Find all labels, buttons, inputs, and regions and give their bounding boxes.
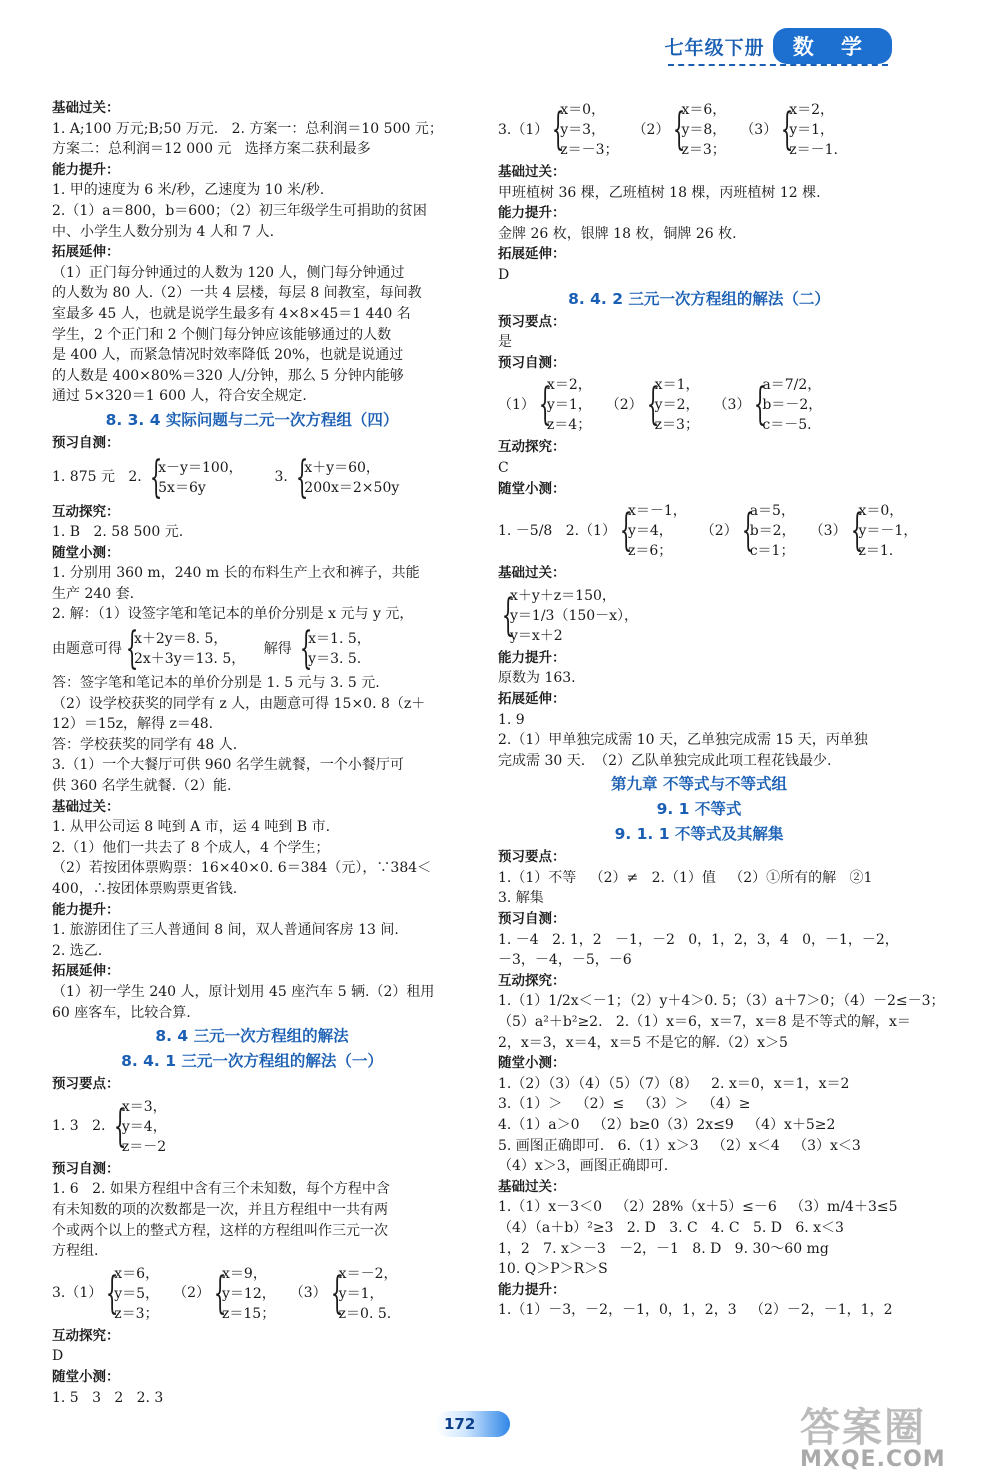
answer-line: D xyxy=(52,1348,64,1365)
equation-system xyxy=(327,1264,398,1324)
answer-line: （1）正门每分钟通过的人数为 120 人，侧门每分钟通过 xyxy=(52,264,405,281)
answer-prefix: （2） xyxy=(605,397,643,414)
equation-rows xyxy=(222,1264,276,1324)
equation-system xyxy=(102,1264,159,1324)
answer-line: 1. －4 2. 1，2 －1，－2 0，1，2，3，4 0，－1，－2， xyxy=(498,931,899,948)
equation-line: x＝0， xyxy=(858,503,904,520)
answer-prefix: （3） xyxy=(289,1285,327,1302)
section-label: 基础过关： xyxy=(52,798,120,815)
answer-line: 方程组. xyxy=(52,1243,99,1260)
answer-line: 个或两个以上的整式方程，这样的方程组叫作三元一次 xyxy=(52,1222,388,1239)
answer-line: C xyxy=(498,459,509,476)
equation-answer xyxy=(498,375,900,435)
equation-line: x＋y＝60， xyxy=(304,459,380,476)
watermark-text: 答案圈 xyxy=(800,1405,926,1451)
equation-line: z＝－2 xyxy=(121,1138,167,1155)
equation-line: c＝1； xyxy=(749,543,795,560)
section-label: 能力提升： xyxy=(498,649,566,666)
answer-line: 3.（1）＞ （2）≤ （3）＞ （4）≥ xyxy=(498,1096,751,1113)
section-heading: 8. 4. 1 三元一次方程组的解法（一） xyxy=(121,1052,383,1071)
equation-line: x＝2， xyxy=(546,377,592,394)
section-label: 基础过关： xyxy=(52,100,120,116)
equation-system xyxy=(122,623,246,675)
grade-label: 七年级下册 xyxy=(664,36,765,59)
equation-rows xyxy=(681,100,726,160)
answer-line: 答：签字笔和笔记本的单价分别是 1. 5 元与 3. 5 元. xyxy=(52,675,380,692)
equation-line: y＝1， xyxy=(546,397,592,414)
equation-line: z＝15； xyxy=(222,1305,276,1322)
page-number: 172 xyxy=(436,1411,510,1437)
equation-answer xyxy=(52,451,452,503)
section-label: 能力提升： xyxy=(52,161,120,178)
answer-line: 10. Q＞P＞R＞S xyxy=(498,1261,608,1278)
section-label: 随堂小测： xyxy=(498,1055,566,1072)
answer-line: 1，2 7. x＞－3 －2，－1 8. D 9. 30～60 mg xyxy=(498,1240,829,1257)
answer-prefix: 由题意可得 xyxy=(52,640,122,657)
equation-line: y＝4， xyxy=(627,523,673,540)
answer-line: 有未知数的项的次数都是一次，并且方程组中一共有两 xyxy=(52,1201,388,1218)
equation-system xyxy=(738,501,796,561)
brace-icon: { xyxy=(850,505,863,557)
answer-prefix: （2） xyxy=(700,522,738,539)
brace-icon: { xyxy=(538,379,552,431)
answer-line: 5. 画图正确即可. 6.（1）x＞3 （2）x＜4 （3）x＜3 xyxy=(498,1137,861,1154)
answer-prefix: （2） xyxy=(173,1285,211,1302)
answer-line: 2.（1）他们一共去了 8 个成人，4 个学生； xyxy=(52,839,330,856)
equation-line: x＝－2， xyxy=(338,1265,398,1282)
equation-line: z＝3； xyxy=(114,1305,159,1322)
equation-system xyxy=(498,586,638,646)
equation-rows xyxy=(122,1097,167,1157)
answer-line: 1. 9 xyxy=(498,711,525,728)
equation-line: x＝1， xyxy=(654,377,700,394)
section-label: 互动探究： xyxy=(52,503,120,520)
equation-rows xyxy=(510,586,638,646)
answer-line: 金牌 26 枚，银牌 18 枚，铜牌 26 枚. xyxy=(498,225,737,242)
equation-rows xyxy=(308,629,371,669)
equation-answer xyxy=(52,1097,452,1157)
equation-line: x＋2y＝8. 5， xyxy=(134,631,228,648)
equation-rows xyxy=(134,629,245,669)
section-label: 互动探究： xyxy=(498,439,566,456)
equation-line: x－y＝100， xyxy=(158,459,243,476)
equation-rows xyxy=(789,100,838,160)
equation-line: b＝－2， xyxy=(762,397,823,414)
answer-line: 1. 5 3 2 2. 3 xyxy=(52,1389,164,1406)
answer-prefix: （3） xyxy=(809,522,847,539)
equation-system xyxy=(616,501,687,561)
equation-rows xyxy=(560,100,618,160)
answer-prefix: （3） xyxy=(740,121,778,138)
answer-line: 生产 240 套. xyxy=(52,585,135,602)
equation-line: x＝－1， xyxy=(627,503,687,520)
brace-icon: { xyxy=(741,505,755,557)
page-header xyxy=(665,28,892,64)
equation-line: z＝－1. xyxy=(789,142,838,158)
section-label: 基础过关： xyxy=(498,565,566,582)
equation-answer xyxy=(498,586,900,646)
equation-line: 2x＋3y＝13. 5， xyxy=(134,651,246,668)
answer-line: 的人数是 400×80%＝320 人/分钟，那么 5 分钟内能够 xyxy=(52,367,404,384)
answer-prefix: 1. 875 元 2. xyxy=(52,469,147,486)
section-label: 互动探究： xyxy=(52,1327,120,1344)
brace-icon: { xyxy=(646,379,660,431)
equation-system xyxy=(847,501,918,561)
section-label: 能力提升： xyxy=(498,1281,566,1298)
equation-line: 200x＝2×50y xyxy=(304,479,400,496)
section-label: 基础过关： xyxy=(498,1178,566,1195)
brace-icon: { xyxy=(501,589,515,641)
section-label: 拓展延伸： xyxy=(52,244,120,261)
answer-line: 完成需 30 天. （2）乙队单独完成此项工程花钱最少. xyxy=(498,752,832,769)
answer-prefix: 1. 3 2. xyxy=(52,1118,110,1135)
section-label: 互动探究： xyxy=(498,972,566,989)
answer-line: （4）x＞3，画图正确即可. xyxy=(498,1158,669,1175)
equation-system xyxy=(548,100,618,160)
answer-line: 1.（1）不等 （2）≠ 2.（1）值 （2）①所有的解 ②1 xyxy=(498,869,873,886)
equation-line: b＝2， xyxy=(749,523,796,540)
answer-infix: 3. xyxy=(256,469,293,486)
equation-line: y＝1/3（150－x）， xyxy=(510,607,639,624)
brace-icon: { xyxy=(296,451,309,503)
answer-line: 中、小学生人数分别为 4 人和 7 人. xyxy=(52,223,275,240)
answer-line: 400，∴按团体票购票更省钱. xyxy=(52,881,238,897)
answer-line: 1. 6 2. 如果方程组中含有三个未知数，每个方程中含 xyxy=(52,1181,390,1198)
answer-line: 2.（1）a＝800，b＝600；（2）初三年级学生可捐助的贫困 xyxy=(52,202,427,219)
answer-line: 室最多 45 人，也就是说学生最多有 4×8×45＝1 440 名 xyxy=(52,305,411,322)
equation-rows xyxy=(628,501,687,561)
section-label: 预习要点： xyxy=(498,849,566,866)
answer-line: 1.（1）－3，－2，－1，0，1，2，3 （2）－2，－1，1，2 xyxy=(498,1302,893,1319)
answer-line: 2. 选乙. xyxy=(52,942,103,959)
answer-line: （4）（a＋b）²≥3 2. D 3. C 4. C 5. D 6. x＜3 xyxy=(498,1219,844,1236)
equation-line: z＝1. xyxy=(858,543,894,560)
equation-line: a＝5， xyxy=(749,503,795,520)
answer-line: 4.（1）a＞0 （2）b≥0（3）2x≤9 （4）x＋5≥2 xyxy=(498,1117,836,1133)
section-label: 基础过关： xyxy=(498,164,566,180)
answer-line: 1. 从甲公司运 8 吨到 A 市，运 4 吨到 B 市. xyxy=(52,819,331,836)
answer-line: 1. B 2. 58 500 元. xyxy=(52,524,184,541)
section-label: 预习自测： xyxy=(52,1160,120,1177)
answer-line: 1. A;100 万元;B;50 万元. 2. 方案一：总利润＝10 500 元； xyxy=(52,120,443,137)
equation-answer xyxy=(498,501,918,561)
brace-icon: { xyxy=(113,1100,127,1152)
answer-line: （2）设学校获奖的同学有 z 人，由题意可得 15×0. 8（z＋ xyxy=(52,695,426,712)
answer-line: 是 xyxy=(498,334,512,351)
answer-line: 2.（1）甲单独完成需 10 天，乙单独完成需 15 天，丙单独 xyxy=(498,732,868,749)
section-heading: 8. 4. 2 三元一次方程组的解法（二） xyxy=(568,289,830,308)
equation-line: x＝3， xyxy=(121,1098,167,1115)
equation-line: y＝3， xyxy=(560,122,606,138)
equation-answer xyxy=(52,1264,452,1324)
answer-line: 的人数为 80 人.（2）一共 4 层楼，每层 8 间教室，每间教 xyxy=(52,285,422,302)
equation-line: y＝2， xyxy=(654,397,700,414)
answer-line: 1.（2）（3）（4）（5）（7）（8） 2. x＝0，x＝1，x＝2 xyxy=(498,1075,850,1092)
section-label: 预习要点： xyxy=(52,1076,120,1093)
section-heading: 9. 1 不等式 xyxy=(656,800,742,819)
answer-line: 12）＝15z，解得 z＝48. xyxy=(52,716,214,733)
section-heading: 9. 1. 1 不等式及其解集 xyxy=(614,825,784,844)
brace-icon: { xyxy=(106,1267,119,1319)
answer-line: 2，x＝3，x＝4，x＝5 不是它的解.（2）x＞5 xyxy=(498,1034,788,1051)
answer-line: －3，－4，－5，－6 xyxy=(498,952,632,969)
section-label: 拓展延伸： xyxy=(498,246,566,263)
answer-line: 通过 5×320＝1 600 人，符合安全规定. xyxy=(52,388,307,405)
answer-line: 答：学校获奖的同学有 48 人. xyxy=(52,736,238,753)
equation-line: y＝4， xyxy=(121,1118,167,1135)
answer-line: （1）初一学生 240 人，原计划用 45 座汽车 5 辆.（2）租用 xyxy=(52,983,435,1000)
answer-line: 60 座客车，比较合算. xyxy=(52,1004,191,1021)
equation-line: y＝1， xyxy=(338,1285,384,1302)
watermark-logo xyxy=(800,1396,990,1476)
equation-system xyxy=(146,451,243,503)
equation-system xyxy=(210,1264,276,1324)
equation-rows xyxy=(547,375,592,435)
equation-system xyxy=(110,1097,167,1157)
answer-prefix: 3.（1） xyxy=(52,1285,103,1302)
answer-line: 原数为 163. xyxy=(498,670,576,687)
equation-rows xyxy=(339,1264,398,1324)
equation-line: x＝2， xyxy=(789,102,835,118)
answer-line: 供 360 名学生就餐.（2）能. xyxy=(52,778,232,795)
equation-answer xyxy=(498,100,900,160)
equation-line: y＝－1， xyxy=(858,523,918,540)
answer-line: 2. 解：（1）设签字笔和笔记本的单价分别是 x 元与 y 元， xyxy=(52,606,414,623)
answer-line: 1. 分别用 360 m，240 m 长的布料生产上衣和裤子，共能 xyxy=(52,565,420,582)
equation-rows xyxy=(114,1264,159,1324)
answer-line: 1. 旅游团住了三人普通间 8 间，双人普通间客房 13 间. xyxy=(52,922,399,939)
answer-line: （5）a²＋b²≥2. 2.（1）x＝6，x＝7，x＝8 是不等式的解，x＝ xyxy=(498,1014,911,1031)
answer-infix: 解得 xyxy=(259,640,297,657)
equation-line: y＝1， xyxy=(789,122,835,138)
equation-line: x＝6， xyxy=(681,102,727,118)
answer-line: 甲班植树 36 棵，乙班植树 18 棵，丙班植树 12 棵. xyxy=(498,184,821,201)
brace-icon: { xyxy=(754,379,767,431)
answer-prefix: （1） xyxy=(498,397,535,414)
equation-rows xyxy=(304,458,399,498)
answer-prefix: （2） xyxy=(632,121,670,138)
section-label: 预习自测： xyxy=(52,434,120,451)
brace-icon: { xyxy=(125,623,139,675)
equation-line: c＝－5. xyxy=(762,417,812,434)
brace-icon: { xyxy=(149,451,163,503)
brace-icon: { xyxy=(330,1267,344,1319)
equation-system xyxy=(669,100,726,160)
answer-line: 1. 甲的速度为 6 米/秒，乙速度为 10 米/秒. xyxy=(52,182,325,199)
brace-icon: { xyxy=(673,104,686,155)
equation-system xyxy=(777,100,838,160)
section-label: 随堂小测： xyxy=(52,544,120,561)
equation-rows xyxy=(158,458,243,498)
section-label: 能力提升： xyxy=(498,205,566,222)
equation-answer xyxy=(52,623,452,675)
section-label: 拓展延伸： xyxy=(498,690,566,707)
equation-line: x＋y＋z＝150， xyxy=(510,587,616,604)
equation-line: x＝9， xyxy=(222,1265,267,1282)
equation-rows xyxy=(762,375,822,435)
equation-rows xyxy=(859,501,918,561)
equation-line: x＝1. 5， xyxy=(308,631,371,648)
answer-line: 1.（1）x－3＜0 （2）28%（x＋5）≤－6 （3）m/4＋3≤5 xyxy=(498,1199,898,1216)
equation-line: y＝5， xyxy=(114,1285,160,1302)
equation-line: y＝8， xyxy=(681,122,727,138)
equation-system xyxy=(643,375,700,435)
left-column xyxy=(52,98,452,1408)
section-label: 预习自测： xyxy=(498,354,566,371)
equation-system xyxy=(750,375,822,435)
section-label: 预习要点： xyxy=(498,313,566,330)
answer-line: D xyxy=(498,266,510,283)
brace-icon: { xyxy=(780,104,794,155)
answer-line: 3.（1）一个大餐厅可供 960 名学生就餐，一个小餐厅可 xyxy=(52,757,404,774)
equation-line: 5x＝6y xyxy=(158,479,206,496)
equation-system xyxy=(535,375,592,435)
answer-prefix: 1. －5/8 2.（1） xyxy=(498,522,616,539)
equation-rows xyxy=(655,375,700,435)
equation-line: x＝6， xyxy=(114,1265,160,1282)
answer-line: （2）若按团体票购票：16×40×0. 6＝384（元），∵384＜ xyxy=(52,860,432,877)
section-label: 随堂小测： xyxy=(498,480,566,497)
subject-badge: 数 学 xyxy=(773,28,892,64)
section-label: 能力提升： xyxy=(52,901,120,918)
equation-line: y＝3. 5. xyxy=(308,651,362,668)
section-heading: 8. 3. 4 实际问题与二元一次方程组（四） xyxy=(105,410,399,429)
answer-line: 3. 解集 xyxy=(498,890,544,907)
equation-rows xyxy=(750,501,796,561)
brace-icon: { xyxy=(299,623,313,675)
answer-prefix: 3.（1） xyxy=(498,121,549,138)
header-divider xyxy=(668,64,888,66)
equation-system xyxy=(296,623,371,675)
right-column xyxy=(498,98,945,1321)
equation-line: z＝3； xyxy=(654,417,699,434)
brace-icon: { xyxy=(552,104,565,155)
brace-icon: { xyxy=(619,505,633,557)
answer-line: 是 400 人，而紧急情况时效率降低 20%，也就是说通过 xyxy=(52,347,404,364)
equation-line: z＝3； xyxy=(681,142,726,158)
equation-line: y＝12， xyxy=(222,1285,276,1302)
section-label: 随堂小测： xyxy=(52,1368,120,1385)
watermark-url: MXQE.COM xyxy=(800,1447,946,1472)
equation-line: z＝6； xyxy=(627,543,673,560)
equation-line: z＝0. 5. xyxy=(338,1305,392,1322)
section-label: 预习自测： xyxy=(498,911,566,928)
answer-line: 方案二：总利润＝12 000 元 选择方案二获利最多 xyxy=(52,141,371,158)
answer-line: 学生，2 个正门和 2 个侧门每分钟应该能够通过的人数 xyxy=(52,326,392,343)
answer-line: 1.（1）1/2x＜－1；（2）y＋4＞0. 5；（3）a＋7＞0；（4）－2≤－3； xyxy=(498,993,945,1010)
equation-line: z＝－3； xyxy=(560,142,619,158)
equation-line: a＝7/2， xyxy=(762,377,822,394)
section-label: 拓展延伸： xyxy=(52,963,120,980)
equation-line: x＝0， xyxy=(560,102,606,118)
chapter-heading: 第九章 不等式与不等式组 xyxy=(611,775,787,794)
equation-system xyxy=(292,451,400,503)
brace-icon: { xyxy=(213,1267,227,1319)
section-heading: 8. 4 三元一次方程组的解法 xyxy=(155,1027,349,1046)
equation-line: z＝4； xyxy=(546,417,592,434)
answer-prefix: （3） xyxy=(713,397,751,414)
equation-line: y＝x＋2 xyxy=(510,627,563,644)
